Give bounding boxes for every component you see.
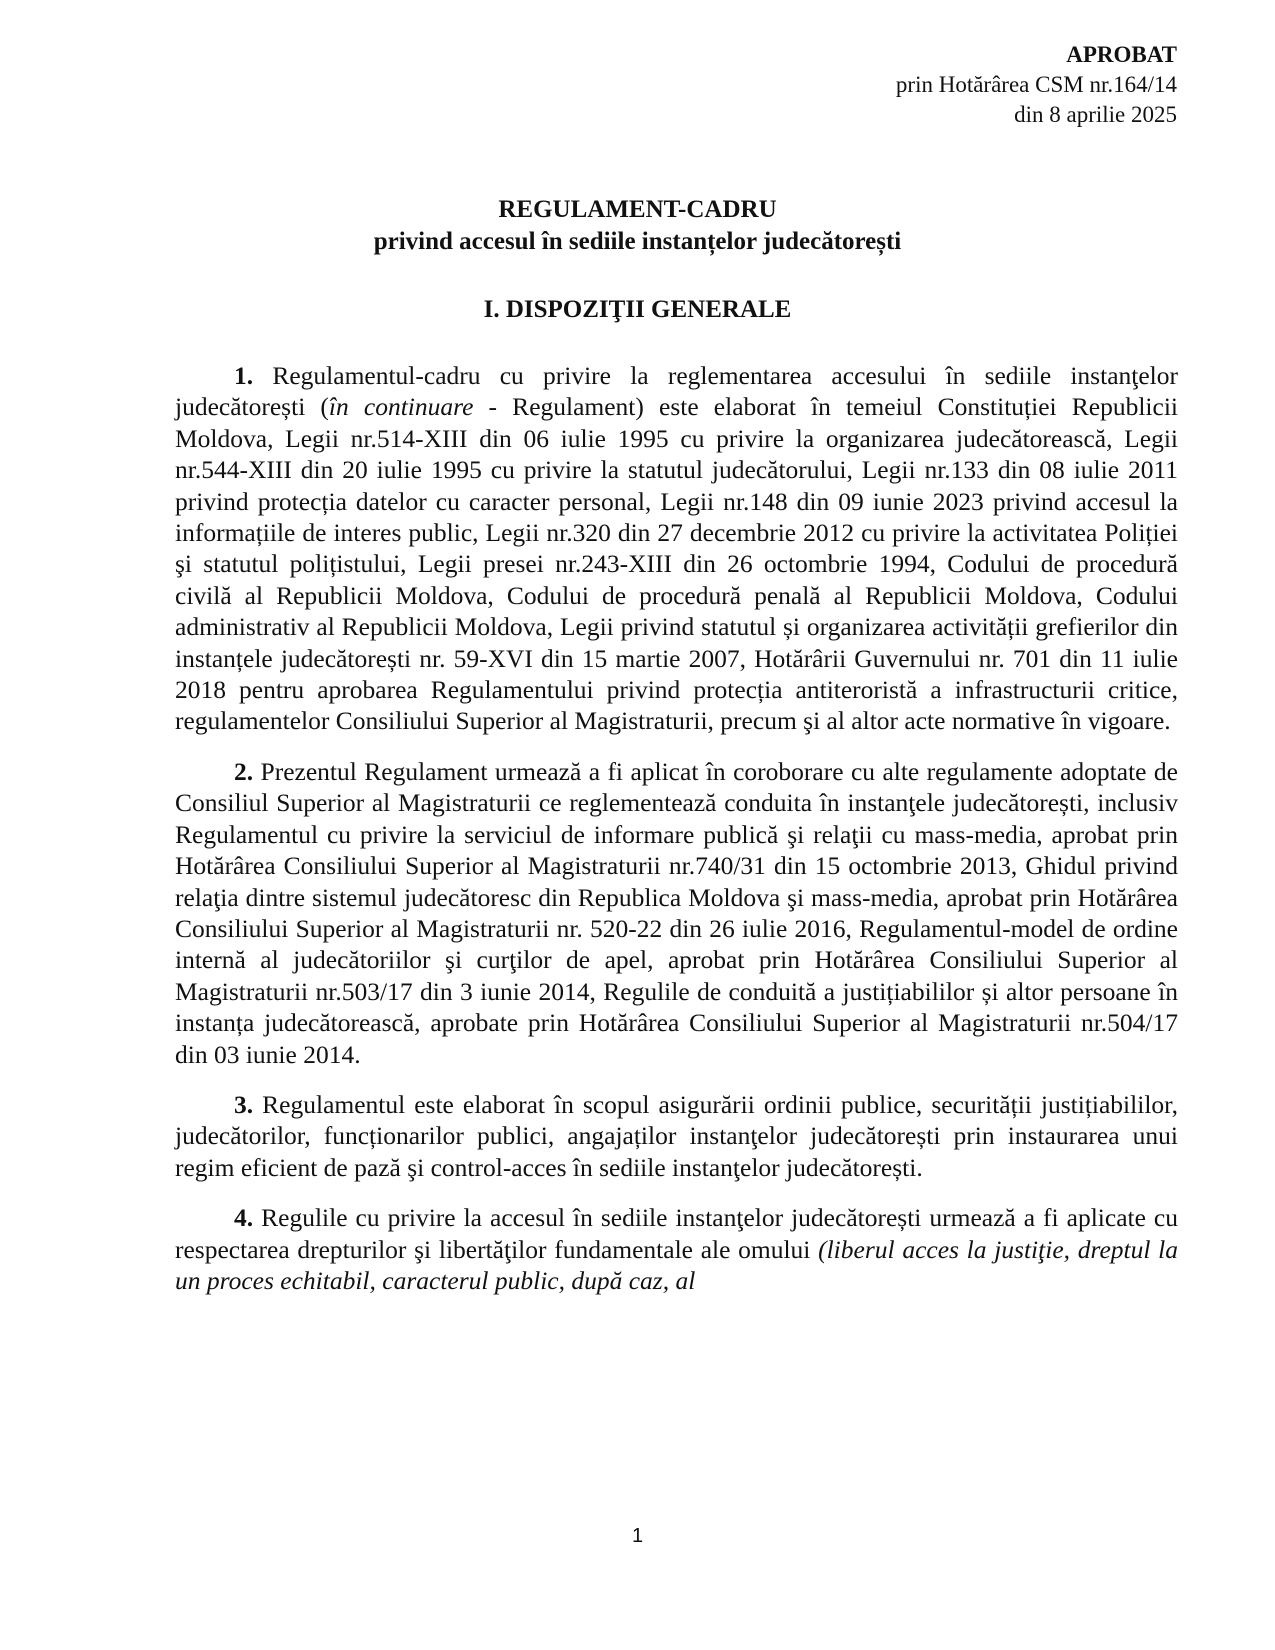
paragraph-text: Regulamentul este elaborat în scopul asigurării ordinii publice, securității justițiabililor, judecătorilor, funcționarilor publici, angajaților instanţelor judecătorești prin instaurarea unui regim eficient de pază şi control-acces în sediile instanţelor judecătorești.: [175, 1089, 1178, 1182]
title-subtitle: privind accesul în sediile instanțelor judecătorești: [373, 228, 902, 255]
approval-date: din 8 aprilie 2025: [1014, 102, 1177, 127]
paragraph-text: Prezentul Regulament urmează a fi aplicat în coroborare cu alte regulamente adoptate de Consiliul Superior al Magistraturii ce reglementează conduita în instanţele judecătorești, inclusiv Regulamentul cu privire la serviciul de informare publică şi relaţii cu mass-media, aprobat prin Hotărârea Consiliului Superior al Magistraturii nr.740/31 din 15 octombrie 2013, Ghidul privind relaţia dintre sistemul judecătoresc din Republica Moldova şi mass-media, aprobat prin Hotărârea Consiliului Superior al Magistraturii nr. 520-22 din 26 iulie 2016, Regulamentul-model de ordine internă al judecătoriilor şi curţilor de apel, aprobat prin Hotărârea Consiliului Superior al Magistraturii nr.503/17 din 3 iunie 2014, Regulile de conduită a justițiabililor și altor persoane în instanța judecătorească, aprobate prin Hotărârea Consiliului Superior al Magistraturii nr.504/17 din 03 iunie 2014.: [175, 756, 1178, 1069]
approval-decision: prin Hotărârea CSM nr.164/14: [895, 72, 1177, 97]
paragraph-italic: (liberul acces la justiţie, dreptul la un proces echitabil, caracterul public, după caz, al: [175, 1234, 1178, 1295]
page-number: 1: [631, 1525, 644, 1547]
document-title: [0, 194, 1275, 258]
paragraph-text: Regulile cu privire la accesul în sediile instanţelor judecătorești urmează a fi aplicate cu respectarea drepturilor şi libertăţilor fundamentale ale omului: [175, 1203, 1178, 1264]
paragraph-number: 2.: [234, 756, 254, 786]
paragraph-number: 1.: [234, 361, 254, 390]
approval-block: [896, 40, 1177, 130]
document-body: [175, 360, 1178, 1315]
paragraph-number: 3.: [234, 1089, 254, 1119]
paragraph-1: [175, 360, 1178, 737]
paragraph-number: 4.: [234, 1203, 254, 1233]
paragraph-text-cont: - Regulament) este elaborat în temeiul Constituției Republicii Moldova, Legii nr.514-XIII din 06 iulie 1995 cu privire la organizarea judecătorească, Legii nr.544-XIII din 20 iulie 1995 cu privire la statutul judecătorului, Legii nr.133 din 08 iulie 2011 privind protecția datelor cu caracter personal, Legii nr.148 din 09 iunie 2023 privind accesul la informațiile de interes public, Legii nr.320 din 27 decembrie 2012 cu privire la activitatea Poliției şi statutul polițistului, Legii presei nr.243-XIII din 26 octombrie 1994, Codului de procedură civilă al Republicii Moldova, Codului de procedură penală al Republicii Moldova, Codului administrativ al Republicii Moldova, Legii privind statutul și organizarea activității grefierilor din instanțele judecătorești nr. 59-XVI din 15 martie 2007, Hotărârii Guvernului nr. 701 din 11 iulie 2018 pentru aprobarea Regulamentului privind protecția antiteroristă a infrastructurii critice, regulamentelor Consiliului Superior al Magistraturii, precum şi al altor acte normative în vigoare.: [175, 392, 1178, 736]
approval-label: APROBAT: [1066, 42, 1177, 67]
paragraph-2: [175, 756, 1178, 1070]
paragraph-4: [175, 1202, 1178, 1296]
title-main: REGULAMENT-CADRU: [498, 196, 777, 223]
paragraph-italic: în continuare: [328, 392, 474, 422]
section-heading: I. DISPOZIŢII GENERALE: [483, 296, 792, 323]
paragraph-3: [175, 1089, 1178, 1183]
paragraph-text: Regulamentul-cadru cu privire la reglementarea accesului în sediile instanţelor judecătorești (: [175, 361, 1178, 422]
